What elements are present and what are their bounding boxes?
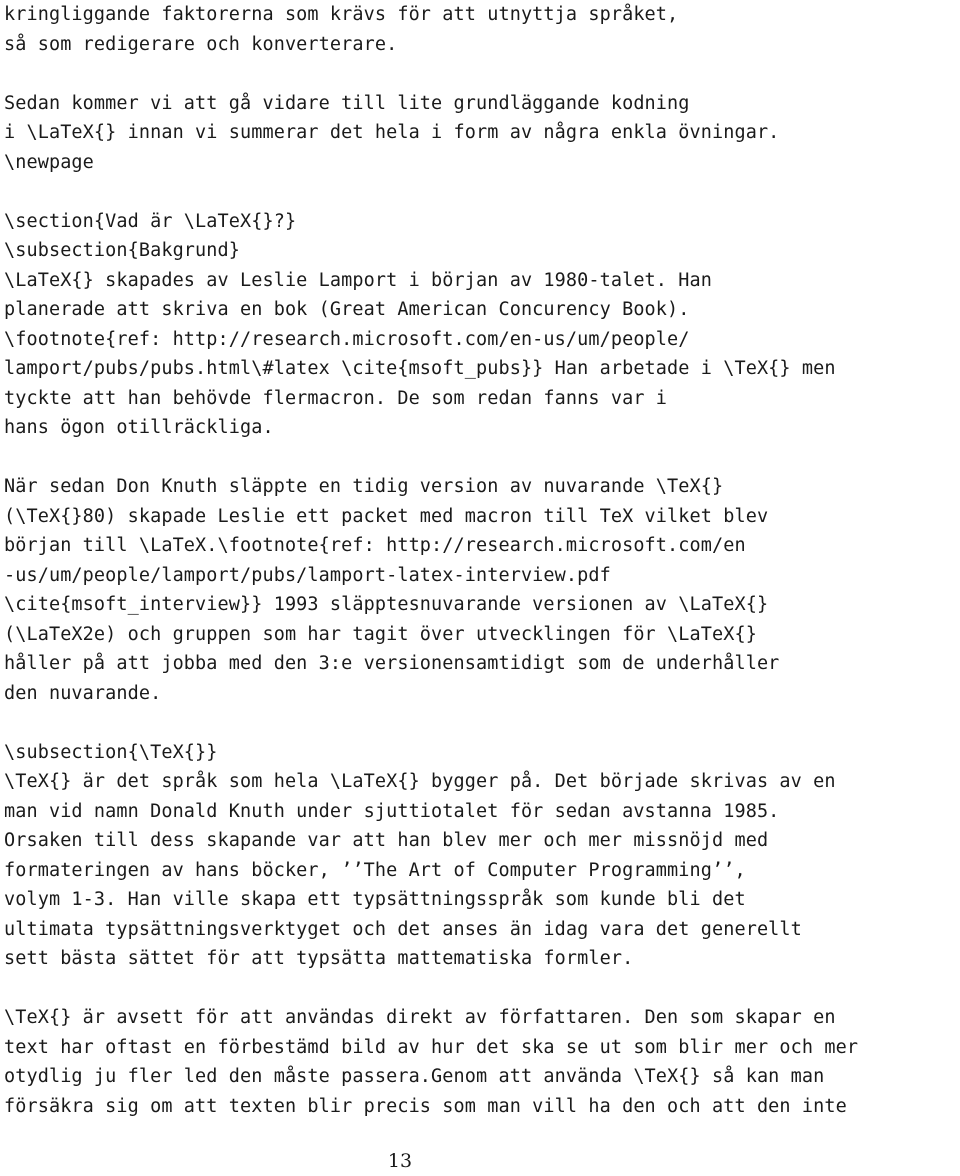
text-line: formateringen av hans böcker, ’’The Art of Computer Programming’’, xyxy=(4,859,746,881)
text-line: \cite{msoft_interview}} 1993 släpptesnuvarande versionen av \LaTeX{} xyxy=(4,594,769,615)
text-line: -us/um/people/lamport/pubs/lamport-latex-interview.pdf xyxy=(4,564,611,586)
text-line: håller på att jobba med den 3:e versionensamtidigt som de underhåller xyxy=(4,653,780,674)
text-line: \footnote{ref: http://research.microsoft.com/en-us/um/people/ xyxy=(4,328,690,350)
text-line: När sedan Don Knuth släppte en tidig version av nuvarande \TeX{} xyxy=(4,476,724,497)
text-line: så som redigerare och konverterare. xyxy=(4,33,398,55)
text-line: i \LaTeX{} innan vi summerar det hela i form av några enkla övningar. xyxy=(4,122,780,143)
text-line: \subsection{\TeX{}} xyxy=(4,741,218,763)
page-number: 13 xyxy=(387,1150,413,1172)
text-line: (\LaTeX2e) och gruppen som har tagit över utvecklingen för \LaTeX{} xyxy=(4,623,757,645)
text-line: otydlig ju fler led den måste passera.Genom att använda \TeX{} så kan man xyxy=(4,1066,825,1087)
text-line: \TeX{} är det språk som hela \LaTeX{} bygger på. Det började skrivas av en xyxy=(4,771,836,792)
text-line: man vid namn Donald Knuth under sjuttiotalet för sedan avstanna 1985. xyxy=(4,800,780,822)
blank-line xyxy=(4,59,960,89)
blank-line xyxy=(4,708,960,738)
text-line: Orsaken till dess skapande var att han blev mer och mer missnöjd med xyxy=(4,830,769,851)
text-line: den nuvarande. xyxy=(4,682,162,704)
text-line: hans ögon otillräckliga. xyxy=(4,417,274,438)
text-line: \LaTeX{} skapades av Leslie Lamport i början av 1980-talet. Han xyxy=(4,269,712,291)
text-line: \TeX{} är avsett för att användas direkt av författaren. Den som skapar en xyxy=(4,1007,836,1028)
text-line: text har oftast en förbestämd bild av hur det ska se ut som blir mer och mer xyxy=(4,1036,859,1058)
text-line: \section{Vad är \LaTeX{}?} xyxy=(4,210,297,232)
document-body xyxy=(4,0,960,1121)
text-line: början till \LaTeX.\footnote{ref: http://research.microsoft.com/en xyxy=(4,535,746,556)
text-line: lamport/pubs/pubs.html\#latex \cite{msoft_pubs}} Han arbetade i \TeX{} men xyxy=(4,358,836,379)
text-line: planerade att skriva en bok (Great American Concurency Book). xyxy=(4,299,690,320)
text-line: \subsection{Bakgrund} xyxy=(4,240,240,261)
blank-line xyxy=(4,443,960,473)
text-line: (\TeX{}80) skapade Leslie ett packet med macron till TeX vilket blev xyxy=(4,505,769,527)
text-line: volym 1-3. Han ville skapa ett typsättningsspråk som kunde bli det xyxy=(4,889,746,910)
text-line: ultimata typsättningsverktyget och det anses än idag vara det generellt xyxy=(4,918,802,940)
text-line: försäkra sig om att texten blir precis som man vill ha den och att den inte xyxy=(4,1095,847,1117)
text-line: Sedan kommer vi att gå vidare till lite grundläggande kodning xyxy=(4,92,690,114)
blank-line xyxy=(4,974,960,1004)
text-line: kringliggande faktorerna som krävs för att utnyttja språket, xyxy=(4,4,679,25)
blank-line xyxy=(4,177,960,207)
text-line: \newpage xyxy=(4,151,94,173)
text-line: tyckte att han behövde flermacron. De som redan fanns var i xyxy=(4,387,668,409)
text-line: sett bästa sättet för att typsätta mattematiska formler. xyxy=(4,948,634,969)
